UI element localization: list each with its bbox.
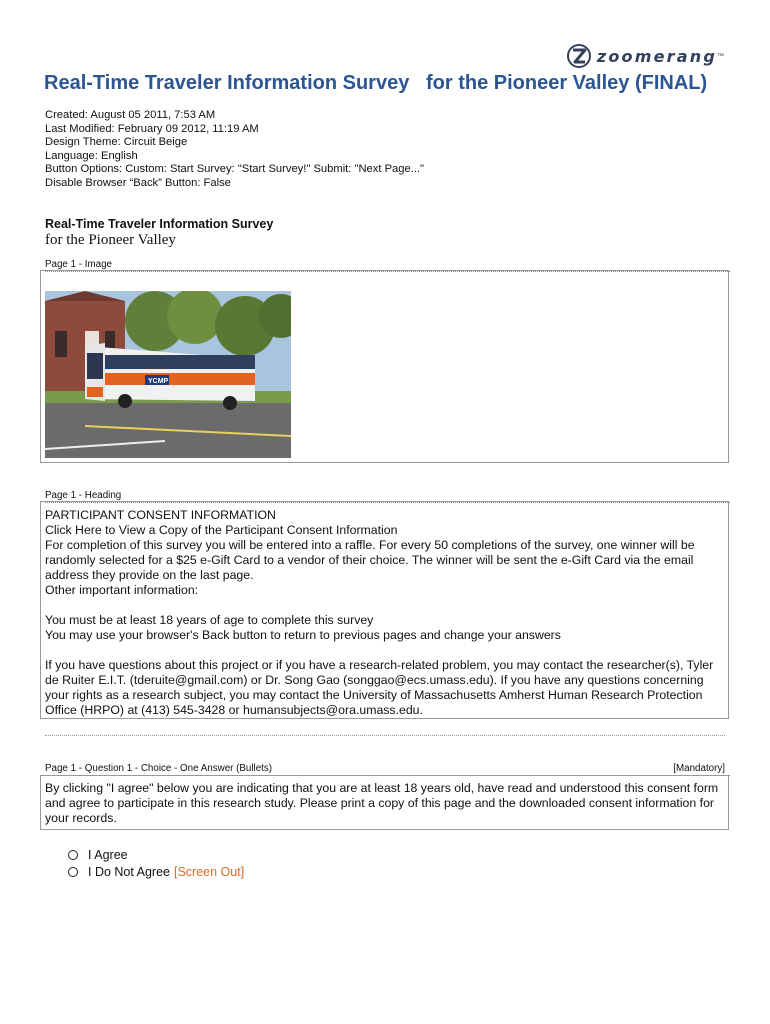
meta-back: Disable Browser “Back” Button: False <box>45 176 231 189</box>
survey-metadata <box>45 109 424 190</box>
option-label: I Do Not Agree <box>88 864 170 879</box>
brand-name: zoomerang <box>596 46 717 66</box>
consent-back-text: You may use your browser's Back button to return to previous pages and change your answers <box>45 628 561 642</box>
zoomerang-logo <box>567 44 724 68</box>
bus-illustration <box>45 291 291 458</box>
zoomerang-z-icon <box>567 44 591 68</box>
spacer <box>45 598 724 613</box>
screen-out-tag: [Screen Out] <box>174 864 245 879</box>
mandatory-badge: [Mandatory] <box>673 763 725 774</box>
bus-sign-text: YCMP <box>148 378 169 385</box>
answer-options <box>68 846 244 880</box>
brand-trademark: ™ <box>717 52 724 60</box>
page-title: Real-Time Traveler Information Survey for the Pioneer Valley (FINAL) <box>44 72 708 94</box>
question-box <box>40 775 729 830</box>
meta-modified: Last Modified: February 09 2012, 11:19 AM <box>45 122 259 135</box>
radio-icon[interactable] <box>68 867 78 877</box>
survey-subtitle: for the Pioneer Valley <box>45 232 176 248</box>
image-section-label: Page 1 - Image <box>45 259 730 272</box>
option-do-not-agree[interactable] <box>68 863 244 880</box>
heading-section-label: Page 1 - Heading <box>45 490 730 503</box>
option-label: I Agree <box>88 847 128 862</box>
question-text: By clicking "I agree" below you are indicating that you are at least 18 years old, have read and understood this consent form and agree to participate in this research study. Please print a copy of this page and the downloaded consent information for your records. <box>45 781 719 825</box>
consent-raffle-text: For completion of this survey you will be entered into a raffle. For every 50 completions of the survey, one winner will be randomly selected for a $25 e-Gift Card to a vendor of their choice. The winner will be sent the e-Gift Card via the email address they provide on the last page. <box>45 538 695 582</box>
consent-other-info: Other important information: <box>45 583 199 597</box>
meta-buttons: Button Options: Custom: Start Survey: "Start Survey!" Submit: "Next Page..." <box>45 163 425 175</box>
consent-age-text: You must be at least 18 years of age to complete this survey <box>45 613 374 627</box>
meta-theme: Design Theme: Circuit Beige <box>45 136 188 148</box>
radio-icon[interactable] <box>68 850 78 860</box>
section-divider <box>45 735 725 736</box>
consent-link[interactable]: Click Here to View a Copy of the Participant Consent Information <box>45 523 398 537</box>
consent-heading: PARTICIPANT CONSENT INFORMATION <box>45 508 276 522</box>
image-box <box>40 270 729 463</box>
meta-language: Language: English <box>45 149 138 162</box>
meta-created: Created: August 05 2011, 7:53 AM <box>45 109 216 121</box>
option-agree[interactable] <box>68 846 244 863</box>
spacer <box>45 643 724 658</box>
bus-photo <box>45 291 291 458</box>
consent-contact-text: If you have questions about this project or if you have a research-related problem, you may contact the researcher(s), Tyler de Ruiter E.I.T. (tderuite@gmail.com) or Dr. Song Gao (songgao@ecs.umass.edu). If you have any questions concerning your rights as a research subject, you may contact the University of Massachusetts Amherst Human Research Protection Office (HRPO) at (413) 545-3428 or humansubjects@ora.umass.edu. <box>45 658 714 717</box>
consent-box <box>40 501 729 719</box>
question-label: Page 1 - Question 1 - Choice - One Answer (Bullets) <box>45 763 273 774</box>
survey-title: Real-Time Traveler Information Survey <box>45 217 274 231</box>
